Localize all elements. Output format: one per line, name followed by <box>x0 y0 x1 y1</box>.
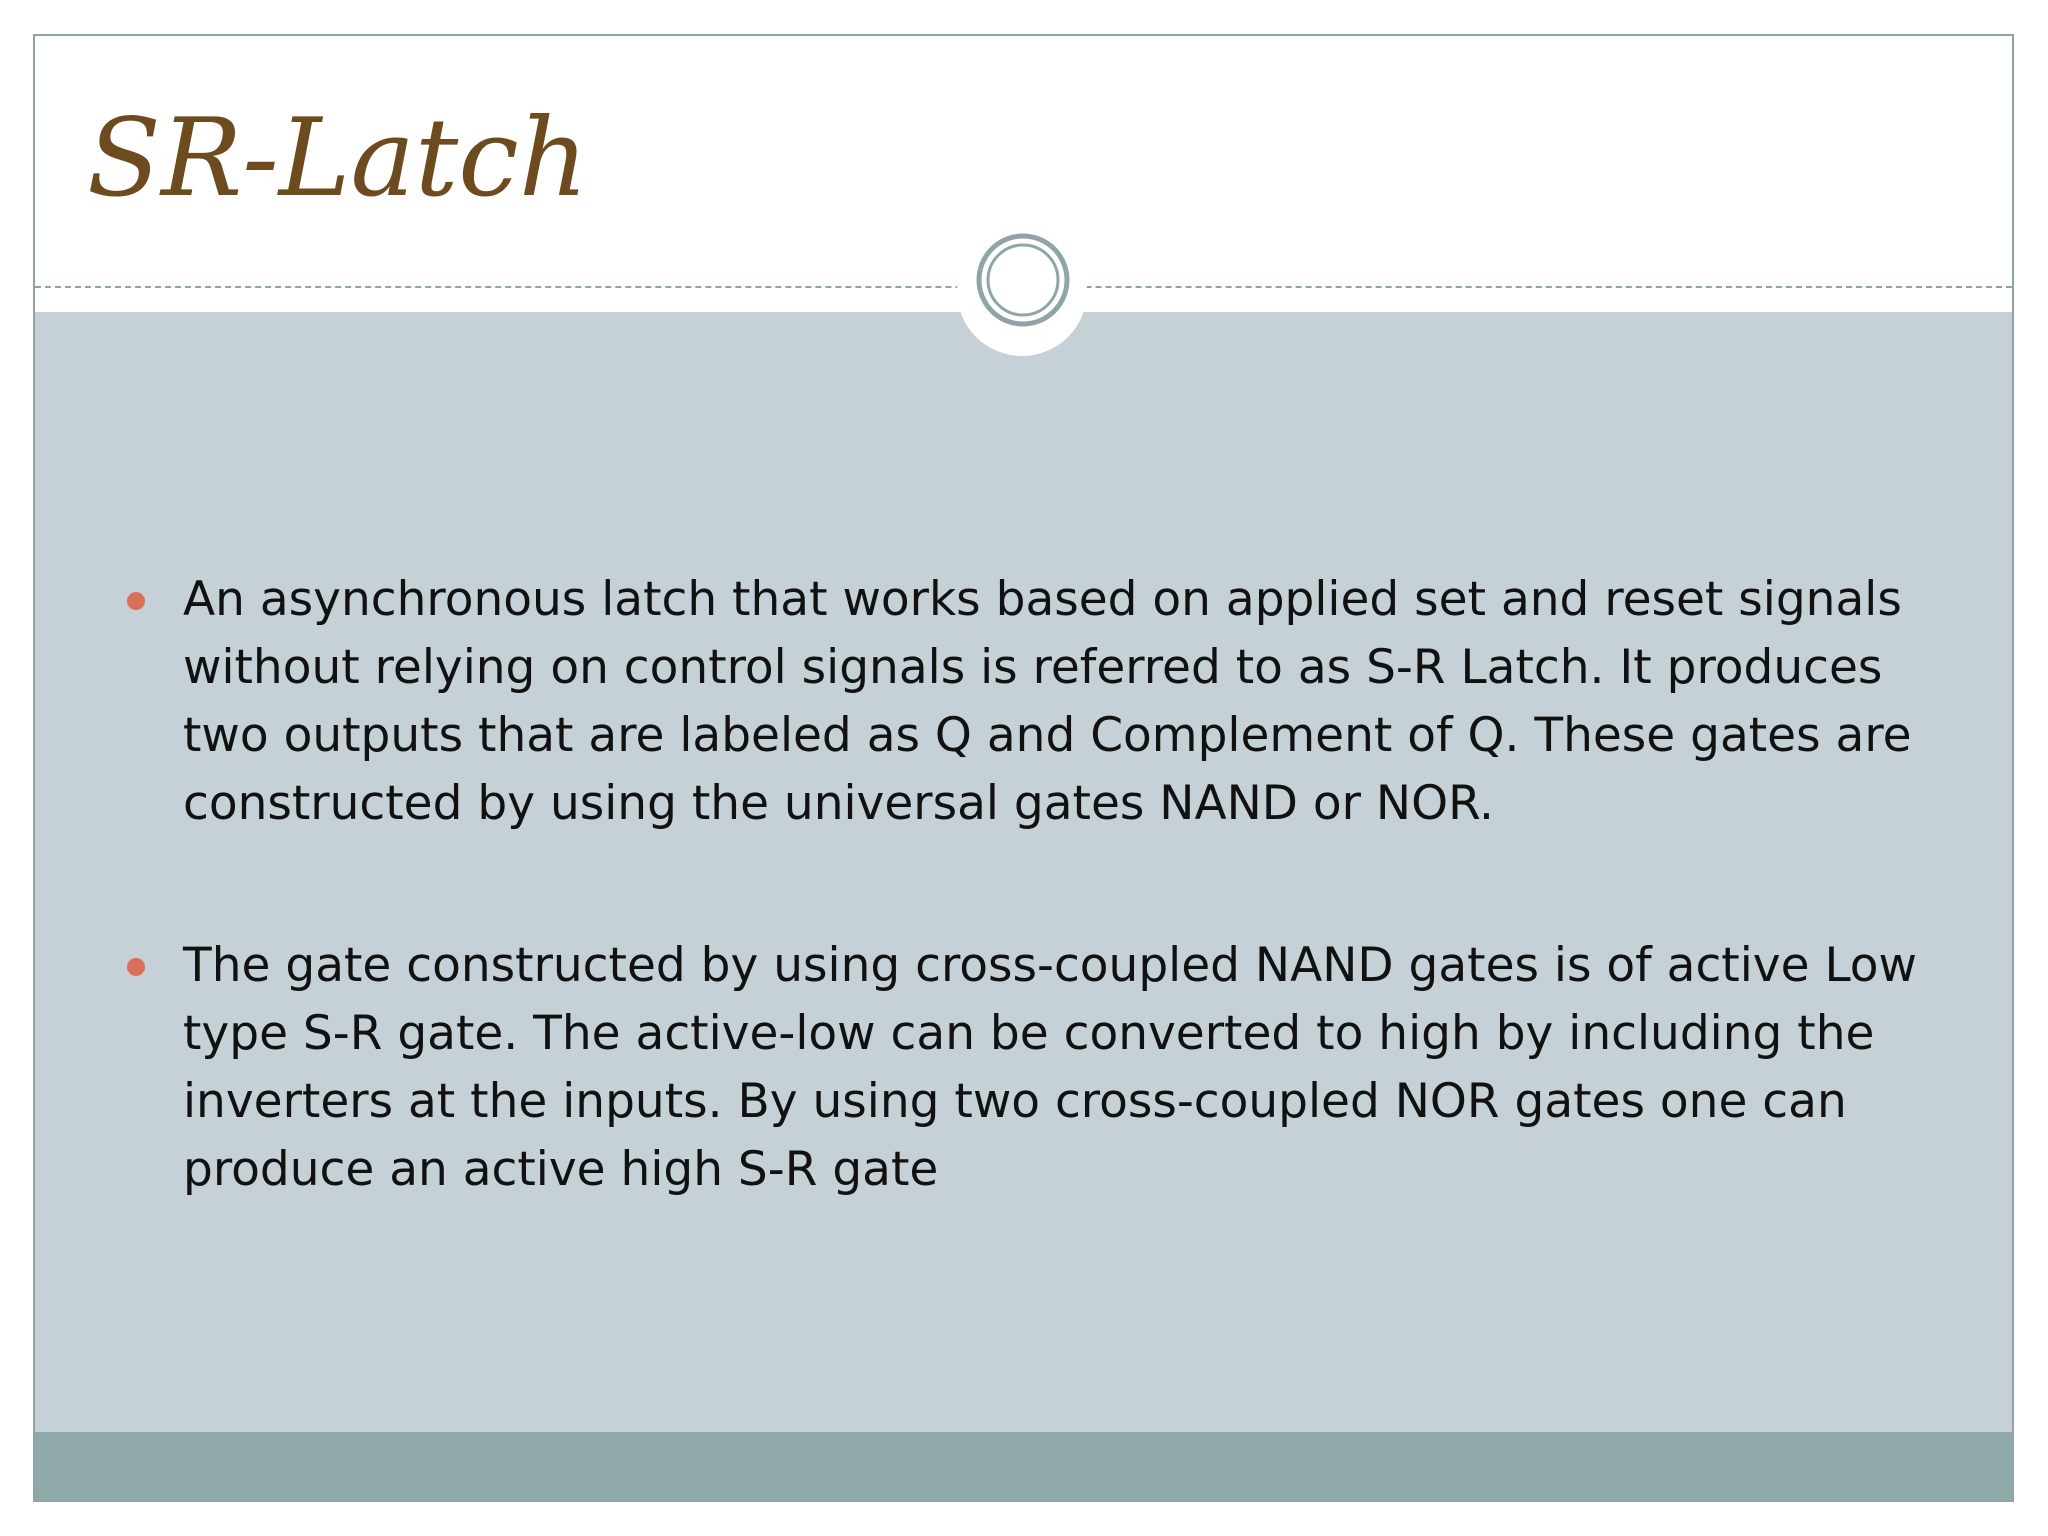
bullet-item <box>95 566 1975 838</box>
slide-title: SR-Latch <box>87 96 589 221</box>
bullet-dot-icon <box>127 958 145 976</box>
bullet-dot-icon <box>127 592 145 610</box>
double-circle-icon <box>975 232 1071 328</box>
footer-bar <box>35 1432 2012 1502</box>
bullet-text: An asynchronous latch that works based on applied set and reset signals without relying on control signals is referred to as S-R Latch. It produces two outputs that are labeled as Q and Complement of Q. These gates are constructed by using the universal gates NAND or NOR. <box>183 572 1912 831</box>
bullet-text: The gate constructed by using cross-coupled NAND gates is of active Low type S-R gate. The active-low can be converted to high by including the inverters at the inputs. By using two cross-coupled NOR gates one can produce an active high S-R gate <box>183 938 1917 1197</box>
bullet-list <box>95 566 1975 1298</box>
slide <box>33 34 2014 1502</box>
bullet-item <box>95 932 1975 1204</box>
